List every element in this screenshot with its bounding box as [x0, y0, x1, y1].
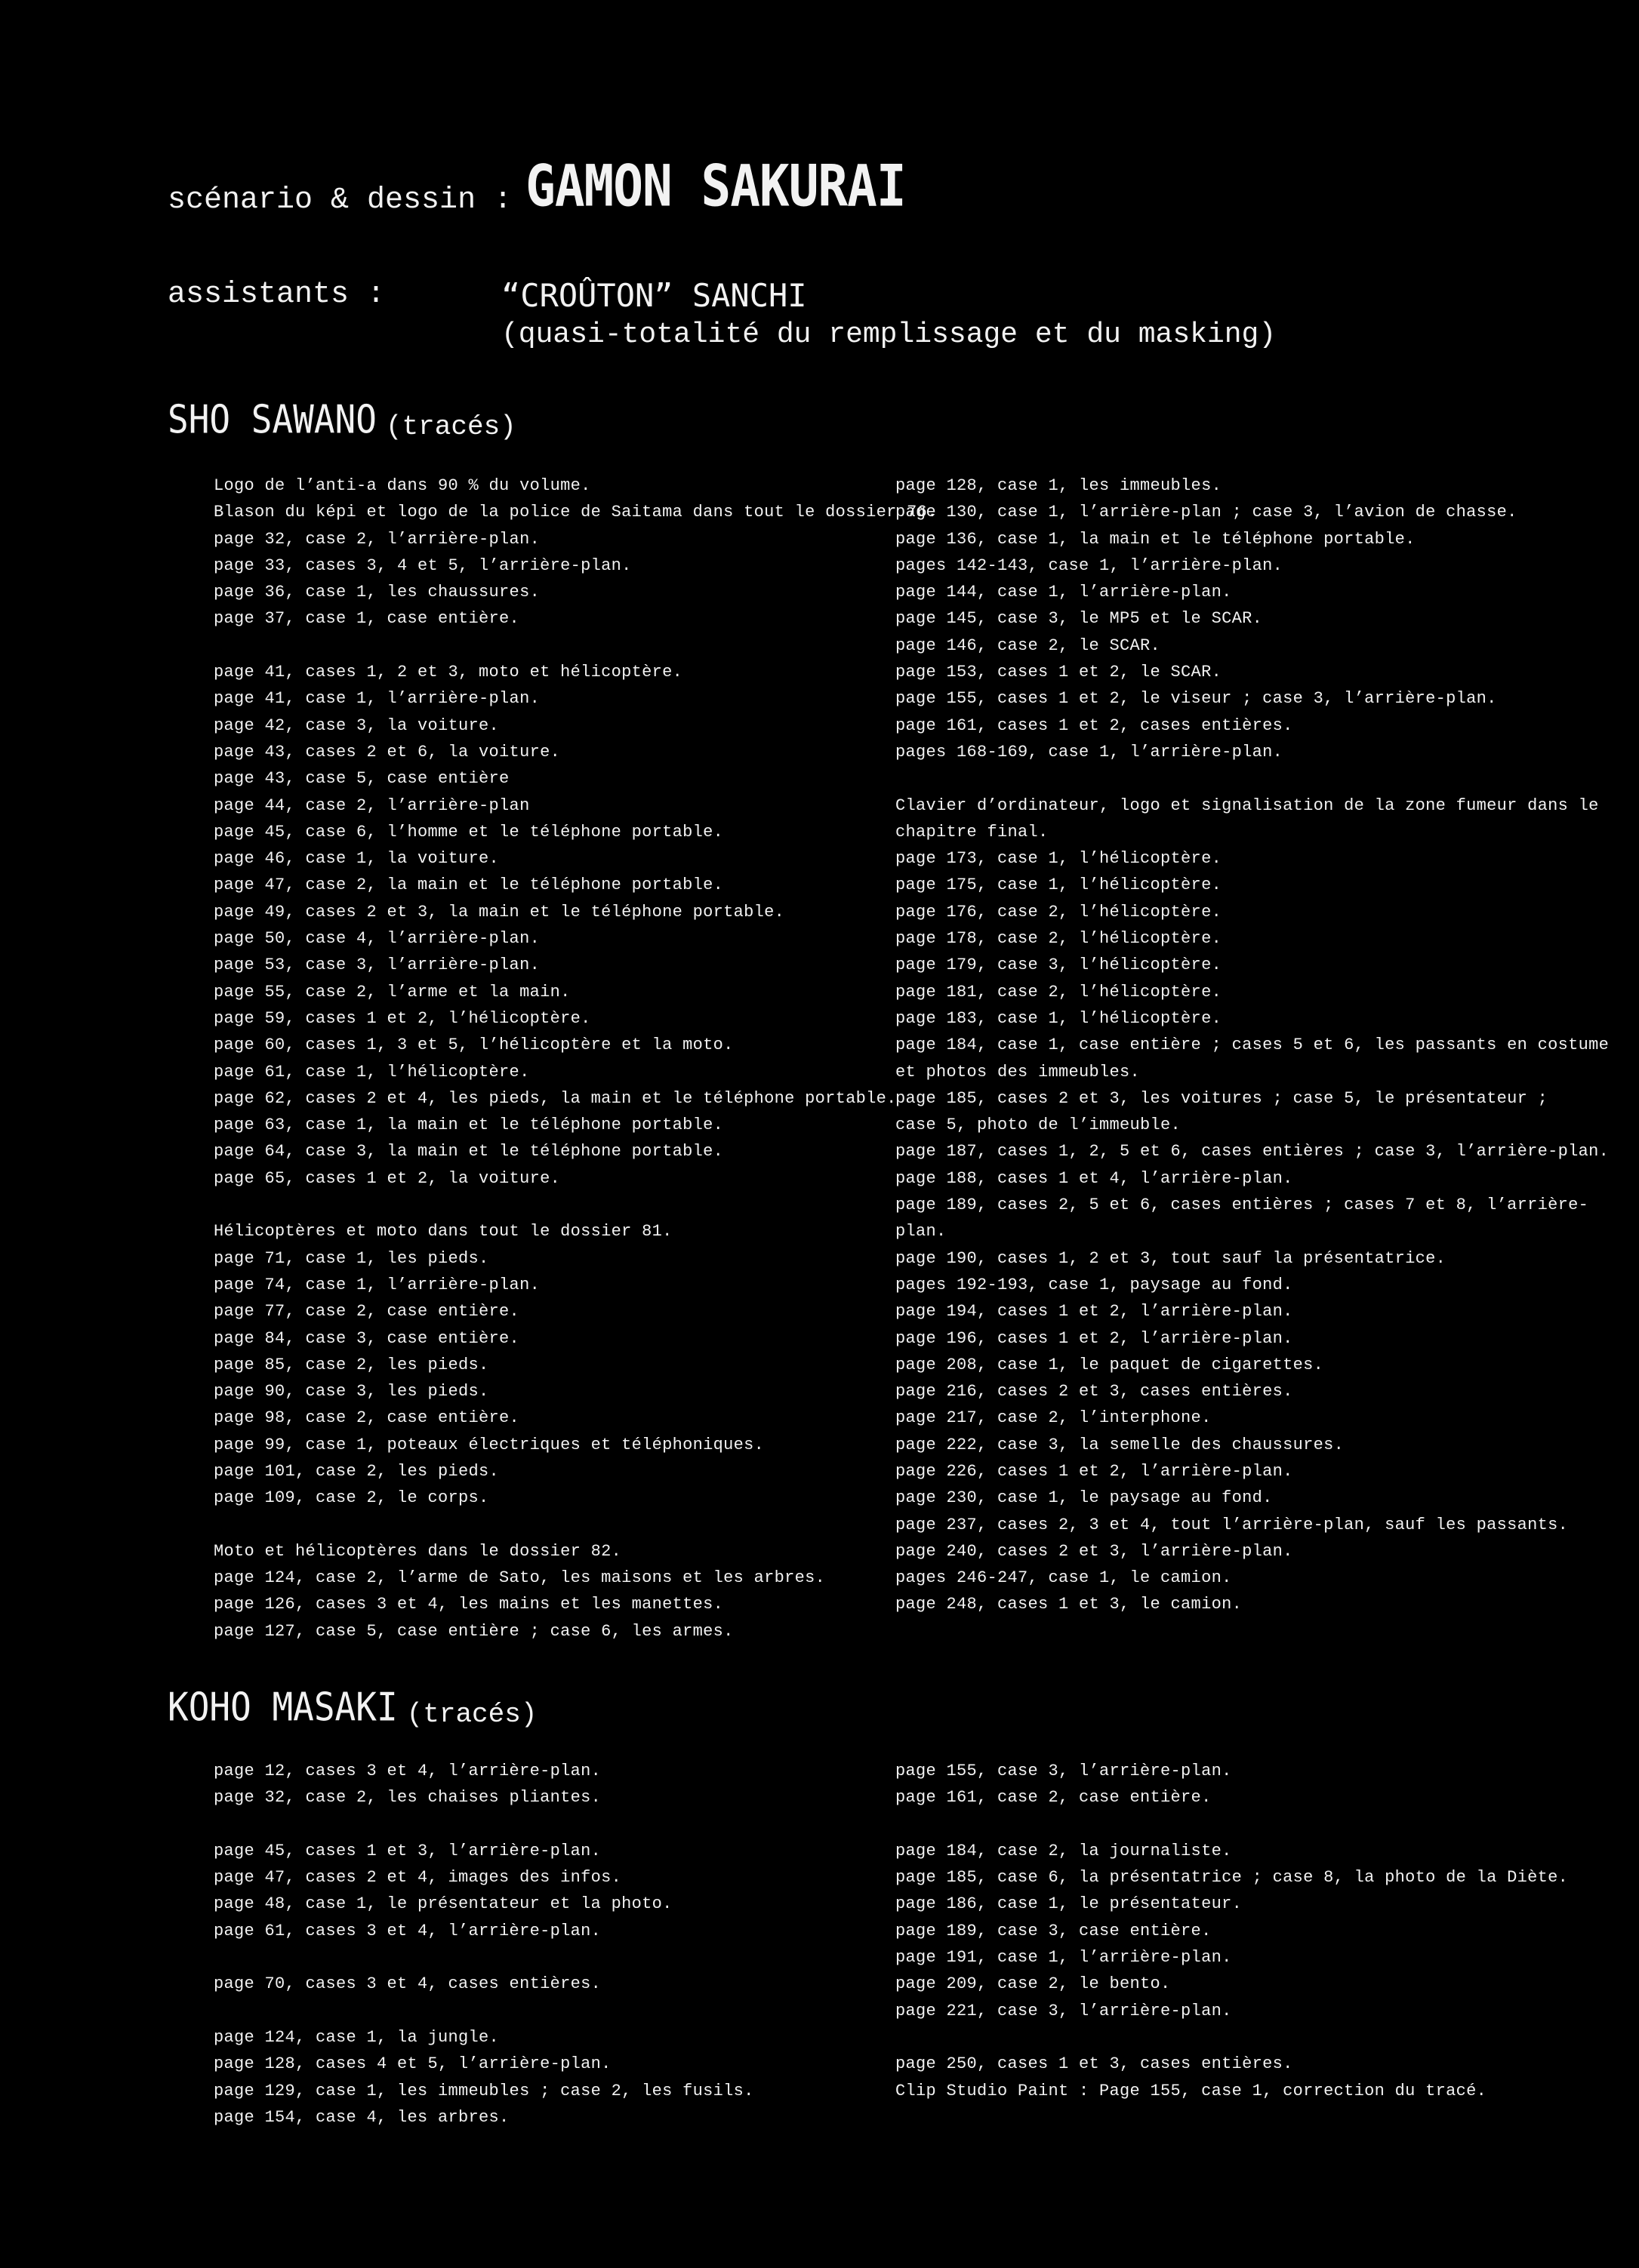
- credit-entry: page 99, case 1, poteaux électriques et téléphoniques.: [214, 1435, 765, 1454]
- credit-entry: page 144, case 1, l’arrière-plan.: [895, 583, 1232, 602]
- credit-entry: chapitre final.: [895, 822, 1049, 842]
- credit-entry: page 222, case 3, la semelle des chaussures.: [895, 1435, 1345, 1454]
- assistants-label-line: [168, 278, 385, 312]
- credit-entry: page 36, case 1, les chaussures.: [214, 583, 541, 602]
- author-role-label: scénario & dessin :: [168, 183, 513, 217]
- blank-line: [214, 1192, 938, 1218]
- main-assistant-name: “CROÛTON” SANCHI: [501, 277, 807, 314]
- credit-entry: page 55, case 2, l’arme et la main.: [214, 982, 571, 1002]
- blank-line: [895, 2024, 1568, 2051]
- credit-entry: page 44, case 2, l’arrière-plan: [214, 795, 530, 815]
- credit-entry: page 127, case 5, case entière ; case 6, les armes.: [214, 1621, 734, 1641]
- credit-entry: page 173, case 1, l’hélicoptère.: [895, 849, 1222, 869]
- credit-entry: page 64, case 3, la main et le téléphone portable.: [214, 1142, 724, 1162]
- credit-entry: pages 168-169, case 1, l’arrière-plan.: [895, 742, 1283, 762]
- credit-entry: page 124, case 1, la jungle.: [214, 2027, 500, 2047]
- credit-entry: page 74, case 1, l’arrière-plan.: [214, 1275, 541, 1294]
- credit-entry: Logo de l’anti-a dans 90 % du volume.: [214, 476, 591, 495]
- credit-entry: page 65, cases 1 et 2, la voiture.: [214, 1168, 561, 1188]
- credit-entry: page 109, case 2, le corps.: [214, 1488, 489, 1508]
- credit-entry: page 47, cases 2 et 4, images des infos.: [214, 1868, 622, 1888]
- credit-entry: page 178, case 2, l’hélicoptère.: [895, 929, 1222, 949]
- credit-entry: page 49, cases 2 et 3, la main et le téléphone portable.: [214, 902, 785, 922]
- credit-entry: page 85, case 2, les pieds.: [214, 1355, 489, 1374]
- credit-entry: page 60, cases 1, 3 et 5, l’hélicoptère et la moto.: [214, 1036, 734, 1055]
- credit-entry: page 175, case 1, l’hélicoptère.: [895, 876, 1222, 895]
- credit-entry: page 189, cases 2, 5 et 6, cases entières ; cases 7 et 8, l’arrière-: [895, 1196, 1589, 1215]
- credit-entry: page 71, case 1, les pieds.: [214, 1248, 489, 1268]
- credit-entry: page 145, case 3, le MP5 et le SCAR.: [895, 609, 1263, 629]
- masaki-right-list: [895, 1758, 1568, 2104]
- credit-entry: page 240, cases 2 et 3, l’arrière-plan.: [895, 1541, 1293, 1561]
- credit-entry: page 37, case 1, case entière.: [214, 609, 520, 629]
- credit-entry: pages 246-247, case 1, le camion.: [895, 1568, 1232, 1588]
- credit-entry: page 77, case 2, case entière.: [214, 1302, 520, 1322]
- credit-entry: page 43, cases 2 et 6, la voiture.: [214, 742, 561, 762]
- credit-entry: et photos des immeubles.: [895, 1062, 1141, 1082]
- credit-entry: page 70, cases 3 et 4, cases entières.: [214, 1974, 602, 1994]
- credit-entry: page 32, case 2, les chaises pliantes.: [214, 1788, 602, 1808]
- blank-line: [214, 632, 938, 659]
- credit-entry: page 187, cases 1, 2, 5 et 6, cases entières ; case 3, l’arrière-plan.: [895, 1142, 1610, 1162]
- credit-entry: page 209, case 2, le bento.: [895, 1974, 1171, 1994]
- credit-entry: page 185, case 6, la présentatrice ; case 8, la photo de la Diète.: [895, 1868, 1569, 1888]
- credit-entry: page 101, case 2, les pieds.: [214, 1461, 500, 1481]
- credit-entry: page 45, cases 1 et 3, l’arrière-plan.: [214, 1841, 602, 1860]
- credit-entry: page 47, case 2, la main et le téléphone portable.: [214, 876, 724, 895]
- blank-line: [895, 765, 1609, 792]
- credit-entry: page 250, cases 1 et 3, cases entières.: [895, 2054, 1293, 2074]
- credit-entry: page 32, case 2, l’arrière-plan.: [214, 529, 541, 549]
- credit-entry: Moto et hélicoptères dans le dossier 82.: [214, 1541, 622, 1561]
- credit-entry: page 230, case 1, le paysage au fond.: [895, 1488, 1273, 1508]
- credit-entry: page 226, cases 1 et 2, l’arrière-plan.: [895, 1461, 1293, 1481]
- credit-entry: page 155, case 3, l’arrière-plan.: [895, 1762, 1232, 1780]
- blank-line: [214, 1811, 754, 1838]
- credit-entry: page 33, cases 3, 4 et 5, l’arrière-plan.: [214, 555, 632, 575]
- credit-entry: page 12, cases 3 et 4, l’arrière-plan.: [214, 1762, 602, 1780]
- credit-entry: page 176, case 2, l’hélicoptère.: [895, 902, 1222, 922]
- credit-entry: page 181, case 2, l’hélicoptère.: [895, 982, 1222, 1002]
- credit-entry: page 194, cases 1 et 2, l’arrière-plan.: [895, 1302, 1293, 1322]
- blank-line: [895, 1811, 1568, 1838]
- masaki-heading: [168, 1684, 538, 1730]
- credit-entry: page 41, case 1, l’arrière-plan.: [214, 689, 541, 709]
- credit-entry: page 189, case 3, case entière.: [895, 1921, 1212, 1940]
- sawano-right-list: [895, 472, 1609, 1618]
- credit-entry: Blason du képi et logo de la police de Saitama dans tout le dossier 76.: [214, 503, 938, 522]
- credit-entry: page 237, cases 2, 3 et 4, tout l’arrière-plan, sauf les passants.: [895, 1515, 1569, 1534]
- credit-entry: page 53, case 3, l’arrière-plan.: [214, 956, 541, 975]
- credit-entry: page 43, case 5, case entière: [214, 769, 510, 789]
- credit-entry: pages 192-193, case 1, paysage au fond.: [895, 1275, 1293, 1294]
- credit-entry: page 186, case 1, le présentateur.: [895, 1894, 1243, 1914]
- credit-entry: page 61, case 1, l’hélicoptère.: [214, 1062, 530, 1082]
- assistants-label: assistants :: [168, 278, 386, 312]
- masaki-left-list: [214, 1758, 754, 2131]
- credit-entry: page 90, case 3, les pieds.: [214, 1382, 489, 1402]
- credit-entry: page 42, case 3, la voiture.: [214, 715, 500, 735]
- credit-entry: page 248, cases 1 et 3, le camion.: [895, 1595, 1243, 1614]
- credit-entry: page 184, case 2, la journaliste.: [895, 1841, 1232, 1860]
- credit-entry: page 184, case 1, case entière ; cases 5 et 6, les passants en costume: [895, 1036, 1610, 1055]
- blank-line: [214, 1998, 754, 2024]
- credit-entry: page 154, case 4, les arbres.: [214, 2107, 510, 2127]
- sawano-name: SHO SAWANO: [168, 396, 377, 442]
- credit-entry: page 217, case 2, l’interphone.: [895, 1408, 1212, 1428]
- credit-entry: page 188, cases 1 et 4, l’arrière-plan.: [895, 1168, 1293, 1188]
- main-assistant-role: (quasi-totalité du remplissage et du masking): [501, 319, 1277, 351]
- credit-entry: Hélicoptères et moto dans tout le dossier 81.: [214, 1222, 673, 1242]
- sawano-role: (tracés): [385, 411, 516, 442]
- credit-entry: page 146, case 2, le SCAR.: [895, 635, 1161, 655]
- credit-entry: page 161, case 2, case entière.: [895, 1788, 1212, 1808]
- credit-entry: page 128, cases 4 et 5, l’arrière-plan.: [214, 2054, 612, 2074]
- credit-entry: page 196, cases 1 et 2, l’arrière-plan.: [895, 1328, 1293, 1348]
- credit-entry: page 41, cases 1, 2 et 3, moto et hélicoptère.: [214, 663, 683, 682]
- credit-entry: page 155, cases 1 et 2, le viseur ; case 3, l’arrière-plan.: [895, 689, 1497, 709]
- blank-line: [214, 1512, 938, 1538]
- sawano-heading: [168, 396, 516, 442]
- masaki-name: KOHO MASAKI: [168, 1684, 398, 1730]
- credit-entry: case 5, photo de l’immeuble.: [895, 1116, 1181, 1135]
- credit-entry: plan.: [895, 1222, 947, 1242]
- credit-entry: page 153, cases 1 et 2, le SCAR.: [895, 663, 1222, 682]
- author-name: GAMON SAKURAI: [525, 152, 906, 220]
- credit-entry: page 46, case 1, la voiture.: [214, 849, 500, 869]
- credit-entry: page 216, cases 2 et 3, cases entières.: [895, 1382, 1293, 1402]
- credit-entry: page 63, case 1, la main et le téléphone portable.: [214, 1116, 724, 1135]
- credit-entry: page 183, case 1, l’hélicoptère.: [895, 1008, 1222, 1028]
- credit-entry: pages 142-143, case 1, l’arrière-plan.: [895, 555, 1283, 575]
- credit-entry: Clip Studio Paint : Page 155, case 1, correction du tracé.: [895, 2081, 1487, 2100]
- credit-entry: page 129, case 1, les immeubles ; case 2, les fusils.: [214, 2081, 754, 2100]
- credit-entry: page 130, case 1, l’arrière-plan ; case 3, l’avion de chasse.: [895, 503, 1517, 522]
- credit-entry: page 98, case 2, case entière.: [214, 1408, 520, 1428]
- credit-entry: page 126, cases 3 et 4, les mains et les manettes.: [214, 1595, 724, 1614]
- credit-entry: page 59, cases 1 et 2, l’hélicoptère.: [214, 1008, 591, 1028]
- author-credit: [168, 152, 906, 220]
- blank-line: [214, 1944, 754, 1971]
- credit-entry: page 161, cases 1 et 2, cases entières.: [895, 715, 1293, 735]
- credit-entry: page 124, case 2, l’arme de Sato, les maisons et les arbres.: [214, 1568, 826, 1588]
- credit-entry: page 136, case 1, la main et le téléphone portable.: [895, 529, 1416, 549]
- credit-entry: page 45, case 6, l’homme et le téléphone portable.: [214, 822, 724, 842]
- credit-entry: page 48, case 1, le présentateur et la photo.: [214, 1894, 673, 1914]
- credit-entry: page 84, case 3, case entière.: [214, 1328, 520, 1348]
- main-assistant-credit: [501, 276, 1276, 355]
- credit-entry: Clavier d’ordinateur, logo et signalisation de la zone fumeur dans le: [895, 795, 1599, 815]
- credit-entry: page 128, case 1, les immeubles.: [895, 476, 1222, 495]
- credit-entry: page 179, case 3, l’hélicoptère.: [895, 956, 1222, 975]
- credit-entry: page 62, cases 2 et 4, les pieds, la main et le téléphone portable.: [214, 1088, 897, 1108]
- credit-entry: page 61, cases 3 et 4, l’arrière-plan.: [214, 1921, 602, 1940]
- credit-entry: page 50, case 4, l’arrière-plan.: [214, 929, 541, 949]
- credit-entry: page 221, case 3, l’arrière-plan.: [895, 2001, 1232, 2020]
- sawano-left-list: [214, 472, 938, 1645]
- credit-entry: page 208, case 1, le paquet de cigarettes.: [895, 1355, 1324, 1374]
- masaki-role: (tracés): [406, 1699, 538, 1730]
- credit-entry: page 191, case 1, l’arrière-plan.: [895, 1948, 1232, 1968]
- credit-entry: page 190, cases 1, 2 et 3, tout sauf la présentatrice.: [895, 1248, 1446, 1268]
- credit-entry: page 185, cases 2 et 3, les voitures ; case 5, le présentateur ;: [895, 1088, 1548, 1108]
